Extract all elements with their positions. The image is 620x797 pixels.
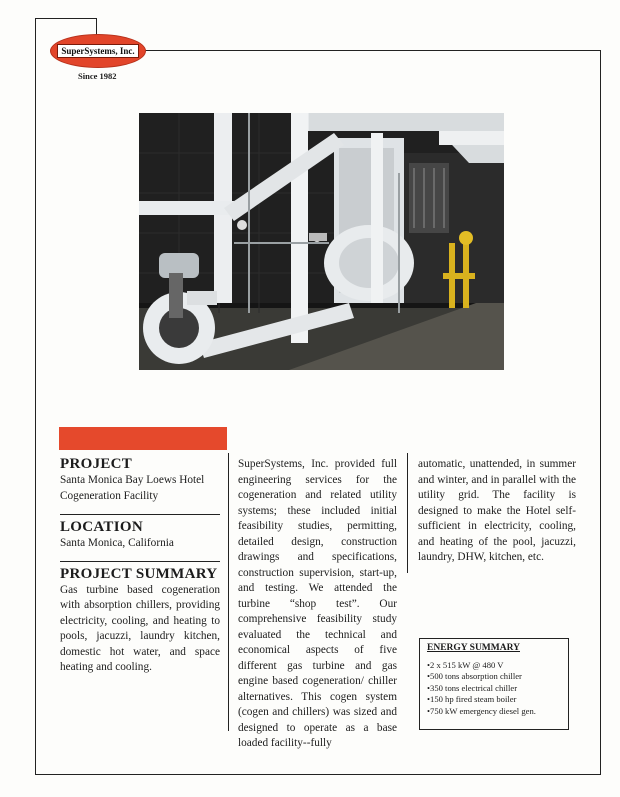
location-heading: LOCATION <box>60 519 143 535</box>
logo-text: SuperSystems, Inc. <box>57 44 138 58</box>
frame-left <box>35 18 36 774</box>
description-text-2: automatic, unattended, in summer and winter, and in parallel with the utility grid. The facility is designed to make the Hotel self-sufficient in electricity, cooling, and heating of the pool, jacuzzi, laundry, DHW, kitchen, etc. <box>418 458 576 563</box>
project-heading: PROJECT <box>60 456 133 472</box>
separator <box>60 514 220 515</box>
info-column <box>60 455 220 676</box>
description-column-1 <box>238 457 397 752</box>
frame-top-left <box>35 18 97 19</box>
frame-top-right <box>145 50 600 51</box>
energy-summary-box <box>419 638 569 730</box>
description-column-2 <box>418 457 576 566</box>
since-label: Since 1982 <box>78 71 117 81</box>
energy-summary-list <box>427 660 568 717</box>
summary-heading: PROJECT SUMMARY <box>60 565 218 582</box>
equipment-photo-drawing <box>139 113 504 370</box>
separator <box>60 561 220 562</box>
list-item: • 350 tons electrical chiller <box>427 683 568 694</box>
frame-right <box>600 50 601 774</box>
column-divider-2 <box>407 453 408 573</box>
list-item: • 500 tons absorption chiller <box>427 671 568 682</box>
location-text: Santa Monica, California <box>60 537 174 549</box>
company-logo <box>50 34 146 68</box>
accent-bar <box>59 427 227 450</box>
list-item: • 750 kW emergency diesel gen. <box>427 706 568 717</box>
project-text: Santa Monica Bay Loews Hotel Cogeneration Facility <box>60 474 205 502</box>
equipment-photo <box>139 113 504 370</box>
column-divider-1 <box>228 453 229 731</box>
frame-bottom <box>35 774 601 775</box>
summary-text: Gas turbine based cogeneration with absorption chillers, providing electricity, cooling, and heating to pools, jacuzzi, laundry kitchen, domestic hot water, and space heating and cooling. <box>60 583 220 673</box>
list-item: • 150 hp fired steam boiler <box>427 694 568 705</box>
description-text-1: SuperSystems, Inc. provided full engineering services for the cogeneration and related utility systems; these included initial feasibility studies, permitting, detailed design, construction drawings and specifications, construction supervision, start-up, and testing. We attended the turbine “shop test”. Our comprehensive feasibility study evaluated the technical and economical aspects of five different gas turbine and gas engine based cogeneration/ chiller alternatives. This cogen system (cogen and chillers) was sized and designed to operate as a base loaded facility--fully <box>238 458 397 749</box>
list-item: • 2 x 515 kW @ 480 V <box>427 660 568 671</box>
energy-summary-title: ENERGY SUMMARY <box>427 643 520 653</box>
